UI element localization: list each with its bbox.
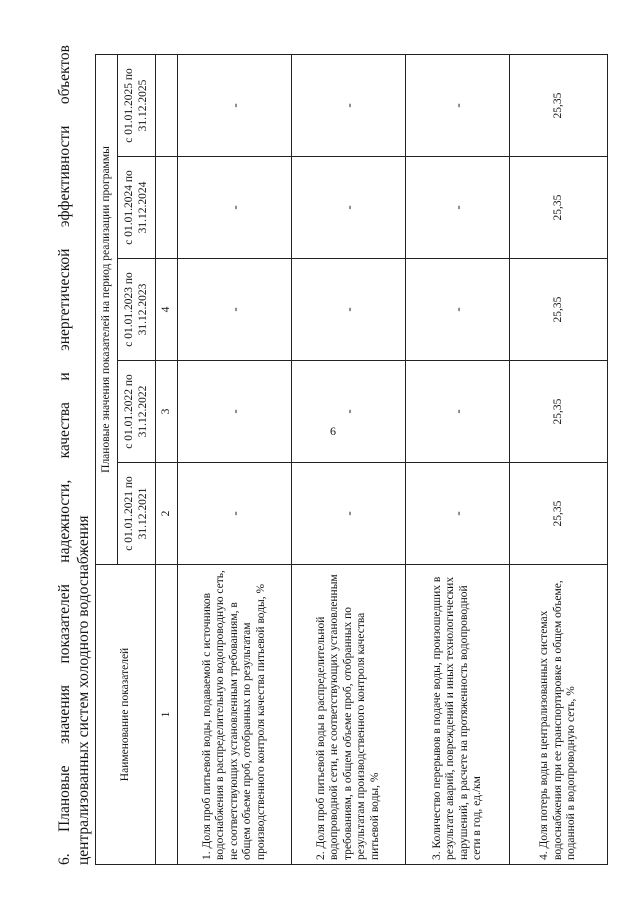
header-period-2023: с 01.01.2023 по 31.12.2023 [118, 259, 156, 361]
indicator-value: - [178, 463, 292, 565]
header-period-2022: с 01.01.2022 по 31.12.2022 [118, 361, 156, 463]
column-number: 3 [156, 361, 178, 463]
column-number [156, 55, 178, 157]
indicator-value: - [292, 361, 406, 463]
indicator-value: - [292, 55, 406, 157]
indicator-value: 25,35 [510, 157, 608, 259]
indicator-value: - [178, 259, 292, 361]
column-number: 1 [156, 565, 178, 865]
indicator-value: - [178, 361, 292, 463]
indicator-value: - [406, 361, 510, 463]
indicator-value: - [406, 259, 510, 361]
indicator-value: 25,35 [510, 463, 608, 565]
rotated-page-content [55, 45, 615, 865]
indicator-value: - [406, 463, 510, 565]
indicator-value: - [406, 55, 510, 157]
indicator-value: - [406, 157, 510, 259]
heading-line-1: 6. Плановые значения показателей надежности, качества и энергетической эффективности объектов [56, 45, 73, 865]
column-number: 2 [156, 463, 178, 565]
column-numbers-row [156, 55, 178, 865]
table-row [406, 55, 510, 865]
header-period-2021: с 01.01.2021 по 31.12.2021 [118, 463, 156, 565]
header-indicator-name: Наименование показателей [96, 565, 156, 865]
table-row [178, 55, 292, 865]
indicator-value: - [178, 55, 292, 157]
header-period-2025: с 01.01.2025 по 31.12.2025 [118, 55, 156, 157]
section-heading [55, 45, 93, 865]
indicator-value: - [292, 157, 406, 259]
heading-line-2: централизованных систем холодного водоснабжения [75, 515, 92, 865]
indicator-value: - [178, 157, 292, 259]
header-period-2024: с 01.01.2024 по 31.12.2024 [118, 157, 156, 259]
page-number: 6 [330, 424, 336, 438]
indicator-name: 1. Доля проб питьевой воды, подаваемой с источников водоснабжения в распределительную водопроводную сеть, не соответствующих установленным требованиям, в общем объеме проб, отобранных по результатам производственного контроля качества питьевой воды, % [178, 565, 292, 865]
table-row [510, 55, 608, 865]
indicators-table [95, 54, 608, 865]
indicator-value: 25,35 [510, 55, 608, 157]
table-row [292, 55, 406, 865]
header-planned-values: Плановые значения показателей на период реализации программы [96, 55, 118, 565]
indicator-value: - [292, 463, 406, 565]
column-number: 4 [156, 259, 178, 361]
indicator-value: 25,35 [510, 259, 608, 361]
indicator-value: 25,35 [510, 361, 608, 463]
indicator-name: 2. Доля проб питьевой воды в распределительной водопроводной сети, не соответствующих установленным требованиям, в общем объеме проб, отобранных по результатам производственного контроля качества питьевой воды, % [292, 565, 406, 865]
indicator-value: - [292, 259, 406, 361]
indicator-name: 3. Количество перерывов в подаче воды, произошедших в результате аварий, повреждений и иных технологических нарушений, в расчете на протяженность водопроводной сети в год, ед./км [406, 565, 510, 865]
column-number [156, 157, 178, 259]
indicator-name: 4. Доля потерь воды в централизованных системах водоснабжения при ее транспортировке в общем объеме, поданной в водопроводную сеть, % [510, 565, 608, 865]
